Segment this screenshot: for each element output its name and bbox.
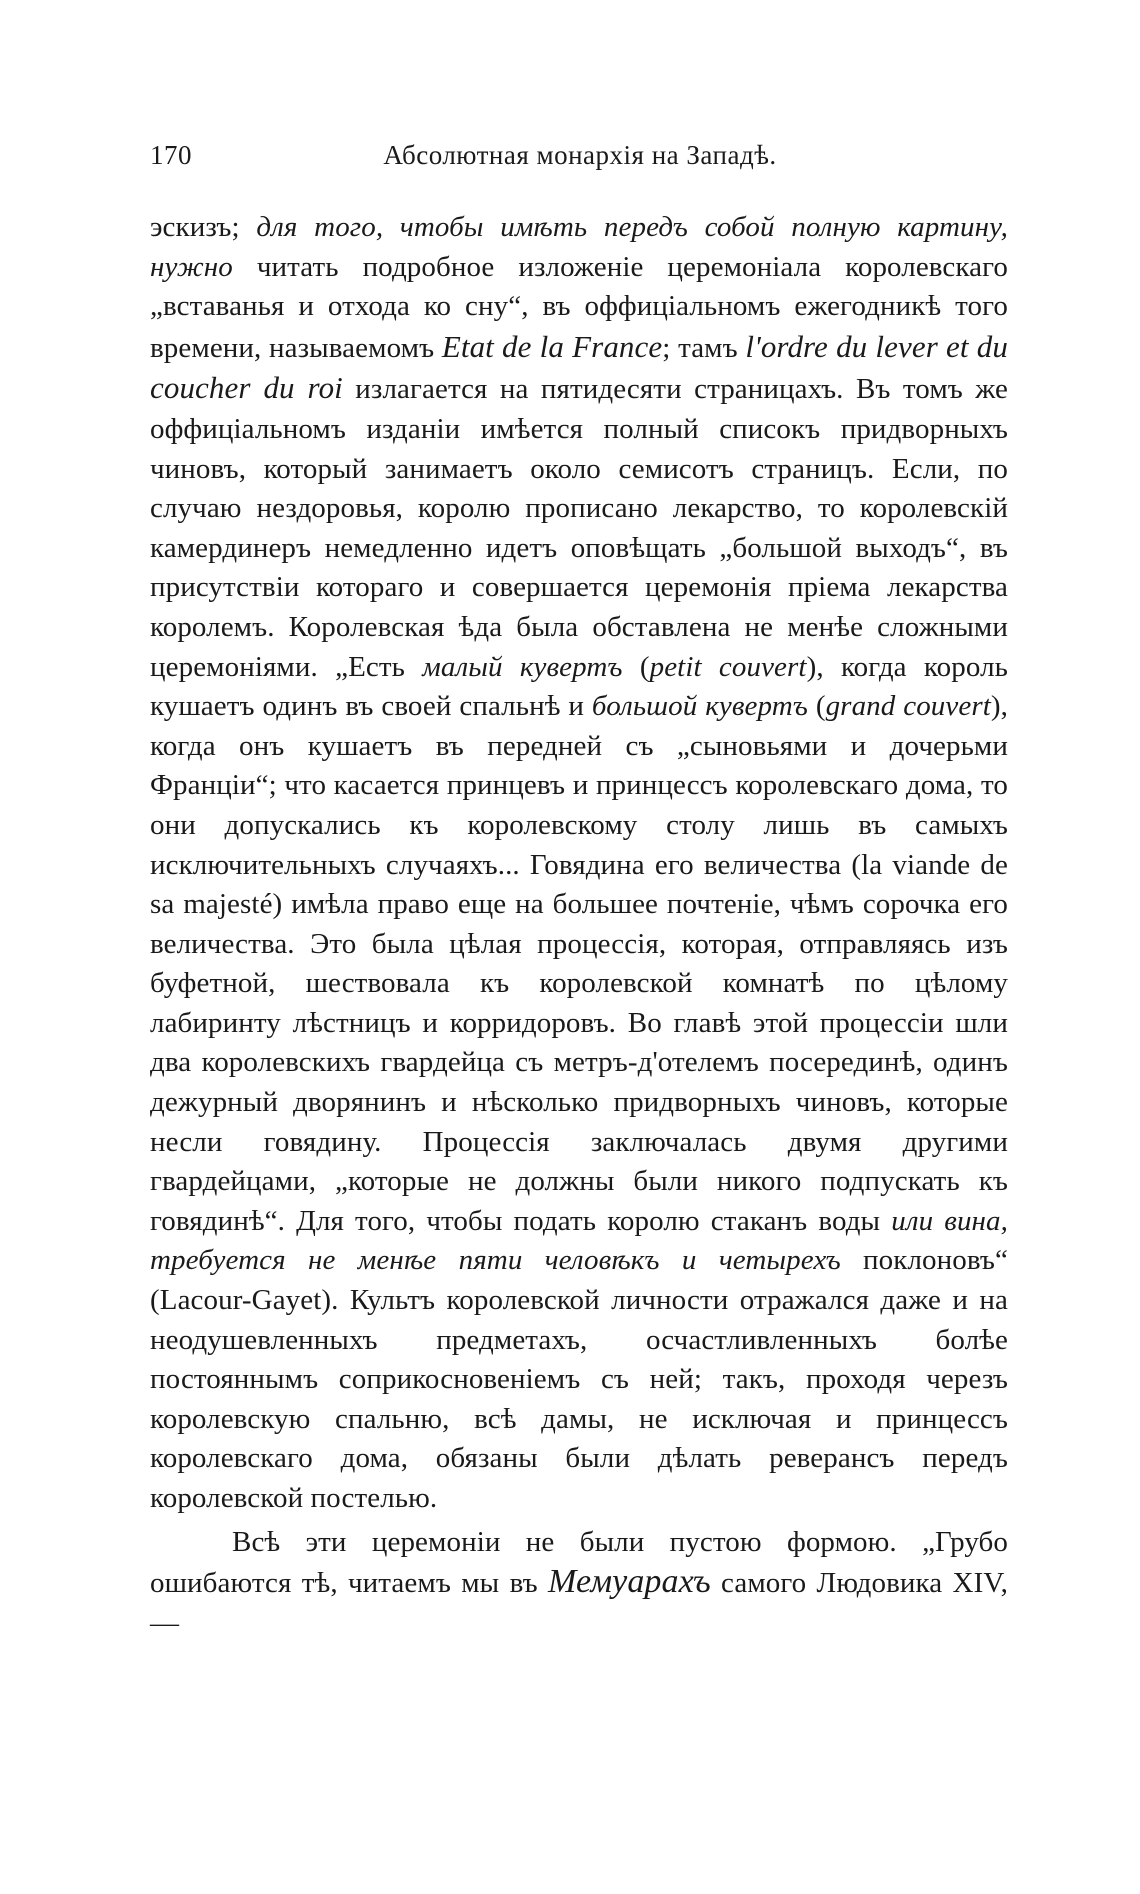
p2-text: самого Людовика XIV,— <box>150 1567 1008 1639</box>
p1-text: эскизъ; <box>150 211 257 243</box>
paragraph-1 <box>150 208 1008 1519</box>
p1-italic: для того, чтобы имѣть передъ собой полную картину, нужно <box>150 211 1008 283</box>
p1-italic: или вина, требуется не менѣе пяти человѣкъ и четырехъ <box>150 1204 1008 1277</box>
p1-italic-title: Etat de la France <box>441 328 663 364</box>
p1-italic-phrase: l'ordre du lever et du coucher du roi <box>150 328 1008 406</box>
p1-text: ( <box>622 650 650 683</box>
p1-text: читать подробное изложеніе церемоніала королевскаго „вставанья и отхода ко сну“, въ оффиціальномъ ежегодникѣ того времени, называемомъ <box>150 250 1008 364</box>
running-title: Абсолютная монархія на Западѣ. <box>383 140 777 170</box>
paragraph-2 <box>150 1523 1008 1644</box>
page-number: 170 <box>150 140 192 170</box>
p2-text: Всѣ эти церемоніи не были пустою формою. „Грубо ошибаются тѣ, читаемъ мы въ <box>150 1525 1008 1600</box>
p1-text: ( <box>807 690 826 723</box>
p1-text: ; тамъ <box>662 331 746 364</box>
p1-text: ), когда король кушаетъ одинъ въ своей спальнѣ и <box>150 650 1008 723</box>
p2-italic-title: Мемуарахъ <box>548 1563 711 1601</box>
p1-italic: малый кувертъ <box>422 650 623 683</box>
p1-text: излагается на пятидесяти страницахъ. Въ томъ же оффиціальномъ изданіи имѣется полный списокъ придворныхъ чиновъ, который занимаетъ около семисотъ страницъ. Если, по случаю нездоровья, королю прописано лекарство, то королевскій камердинеръ немедленно идетъ оповѣщать „большой выходъ“, въ присутствіи котораго и совершается церемонія пріема лекарства королемъ. Королевская ѣда была обставлена не менѣе сложными церемоніями. „Есть <box>150 373 1008 683</box>
p1-italic: большой кувертъ <box>591 690 808 723</box>
p1-italic-latin: grand couvert <box>825 690 991 723</box>
p1-text: поклоновъ“ (Lacour-Gayet). Культъ королевской личности отражался даже и на неодушевленныхъ предметахъ, осчастливленныхъ болѣе постояннымъ соприкосновеніемъ съ ней; такъ, проходя черезъ королевскую спальню, всѣ дамы, не исключая и принцессъ королевскаго дома, обязаны были дѣлать реверансъ передъ королевской постелью. <box>150 1244 1008 1514</box>
page-body <box>150 208 1008 1643</box>
p1-text: ), когда онъ кушаетъ въ передней съ „сыновьями и дочерьми Франціи“; что касается принцевъ и принцессъ королевскаго дома, то они допускались къ королевскому столу лишь въ самыхъ исключительныхъ случаяхъ... Говядина его величества (la viande de sa majesté) имѣла право еще на большее почтеніе, чѣмъ сорочка его величества. Это была цѣлая процессія, которая, отправляясь изъ буфетной, шествовала къ королевской комнатѣ по цѣлому лабиринту лѣстницъ и корридоровъ. Во главѣ этой процессіи шли два королевскихъ гвардейца съ метръ-д'отелемъ посерединѣ, одинъ дежурный дворянинъ и нѣсколько придворныхъ чиновъ, которые несли говядину. Процессія заключалась двумя другими гвардейцами, „которые не должны были никого подпускать къ говядинѣ“. Для того, чтобы подать королю стаканъ воды <box>150 690 1009 1237</box>
p1-italic-latin: petit couvert <box>649 650 807 683</box>
